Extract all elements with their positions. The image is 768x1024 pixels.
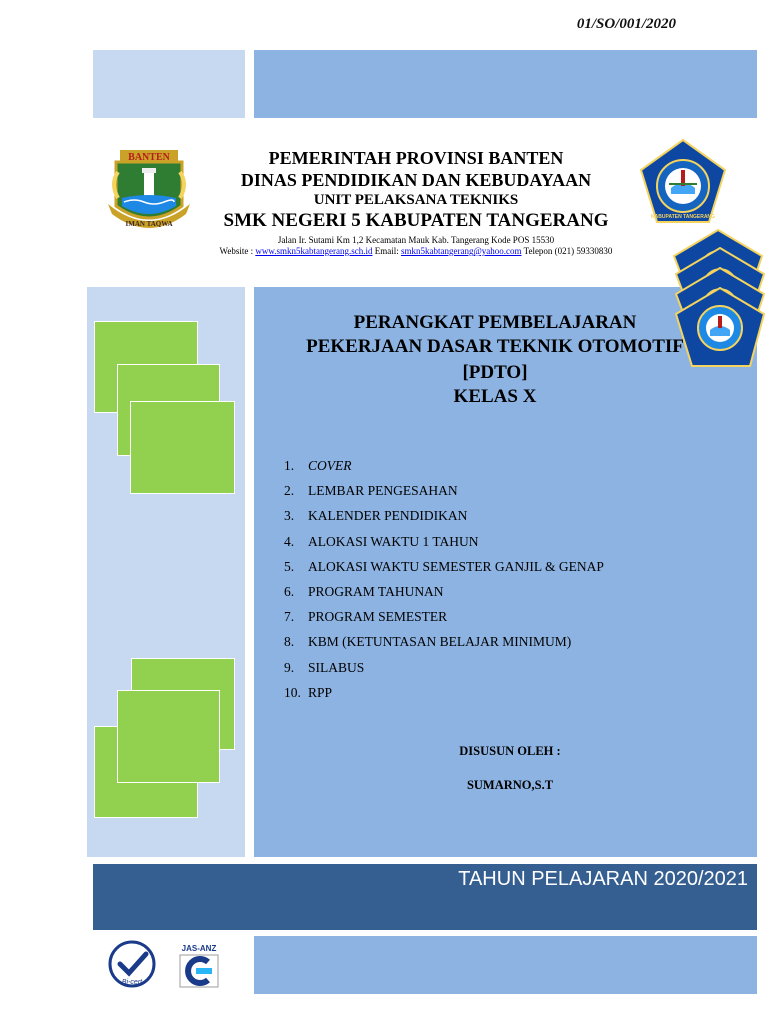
list-item xyxy=(284,559,604,584)
list-item-text: PROGRAM TAHUNAN xyxy=(308,583,444,599)
list-item xyxy=(284,483,604,508)
header-school: SMK NEGERI 5 KABUPATEN TANGERANG xyxy=(223,210,609,231)
list-item-text: KALENDER PENDIDIKAN xyxy=(308,508,468,524)
document-code: 01/SO/001/2020 xyxy=(576,16,676,32)
title-line-4: KELAS X xyxy=(453,386,537,407)
list-item xyxy=(284,609,604,634)
list-item xyxy=(284,534,604,559)
list-item-number: 4. xyxy=(284,533,295,549)
list-item-number: 5. xyxy=(284,558,295,574)
compiled-by-label: DISUSUN OLEH : xyxy=(459,744,561,758)
decor-green-square xyxy=(117,690,220,783)
list-item xyxy=(284,685,604,710)
logo-caption: KABUPATEN TANGERANG xyxy=(651,214,715,220)
website-label: Website : xyxy=(219,246,254,256)
list-item-number: 8. xyxy=(284,634,295,650)
author-name: SUMARNO,S.T xyxy=(466,778,554,792)
jas-anz-logo xyxy=(176,942,222,990)
list-item xyxy=(284,634,604,659)
title-line-2: PEKERJAAN DASAR TEKNIK OTOMOTIF xyxy=(306,336,684,357)
logo-banner-top-text: BANTEN xyxy=(128,152,170,163)
list-item-text: COVER xyxy=(308,458,352,473)
list-item-number: 9. xyxy=(284,659,295,675)
logo-banner-bottom-text: IMAN TAQWA xyxy=(125,220,173,228)
list-item-number: 7. xyxy=(284,609,295,625)
list-item xyxy=(284,660,604,685)
list-item-text: LEMBAR PENGESAHAN xyxy=(308,483,458,499)
email-link[interactable]: smkn5kabtangerang@yahoo.com xyxy=(400,246,522,256)
phone-text: Telepon (021) 59330830 xyxy=(523,246,613,256)
email-label: Email: xyxy=(374,246,399,256)
header-contact xyxy=(160,246,672,256)
list-item-text: SILABUS xyxy=(308,659,365,675)
list-item-number: 6. xyxy=(284,583,295,599)
cert-badge-text: Bi-cert xyxy=(121,979,143,986)
list-item xyxy=(284,458,604,483)
certification-badge xyxy=(104,940,160,992)
academic-year: TAHUN PELAJARAN 2020/2021 xyxy=(458,868,748,890)
title-line-1: PERANGKAT PEMBELAJARAN xyxy=(353,312,637,333)
list-item-number: 10. xyxy=(284,684,301,700)
list-item-text: RPP xyxy=(308,684,333,700)
header-unit: UNIT PELAKSANA TEKNIKS xyxy=(313,192,519,208)
contents-list xyxy=(284,458,604,710)
list-item-number: 2. xyxy=(284,483,295,499)
list-item-text: PROGRAM SEMESTER xyxy=(308,609,448,625)
list-item xyxy=(284,584,604,609)
list-item-text: ALOKASI WAKTU 1 TAHUN xyxy=(308,533,479,549)
footer-band-right xyxy=(254,936,757,994)
decor-green-square xyxy=(130,401,235,494)
header-department: DINAS PENDIDIKAN DAN KEBUDAYAAN xyxy=(240,170,592,190)
header-province: PEMERINTAH PROVINSI BANTEN xyxy=(268,148,564,168)
list-item-text: ALOKASI WAKTU SEMESTER GANJIL & GENAP xyxy=(308,558,604,574)
list-item-number: 1. xyxy=(284,458,295,473)
website-link[interactable]: www.smkn5kabtangerang.sch.id xyxy=(255,246,373,256)
top-band-left xyxy=(93,50,245,118)
top-band-right xyxy=(254,50,757,118)
header-address: Jalan Ir. Sutami Km 1,2 Kecamatan Mauk Kab. Tangerang Kode POS 15530 xyxy=(277,235,555,245)
jas-anz-label: JAS-ANZ xyxy=(181,944,217,953)
list-item-text: KBM (KETUNTASAN BELAJAR MINIMUM) xyxy=(308,634,572,650)
list-item-number: 3. xyxy=(284,508,295,524)
title-line-3: [PDTO] xyxy=(462,362,528,383)
list-item xyxy=(284,508,604,533)
